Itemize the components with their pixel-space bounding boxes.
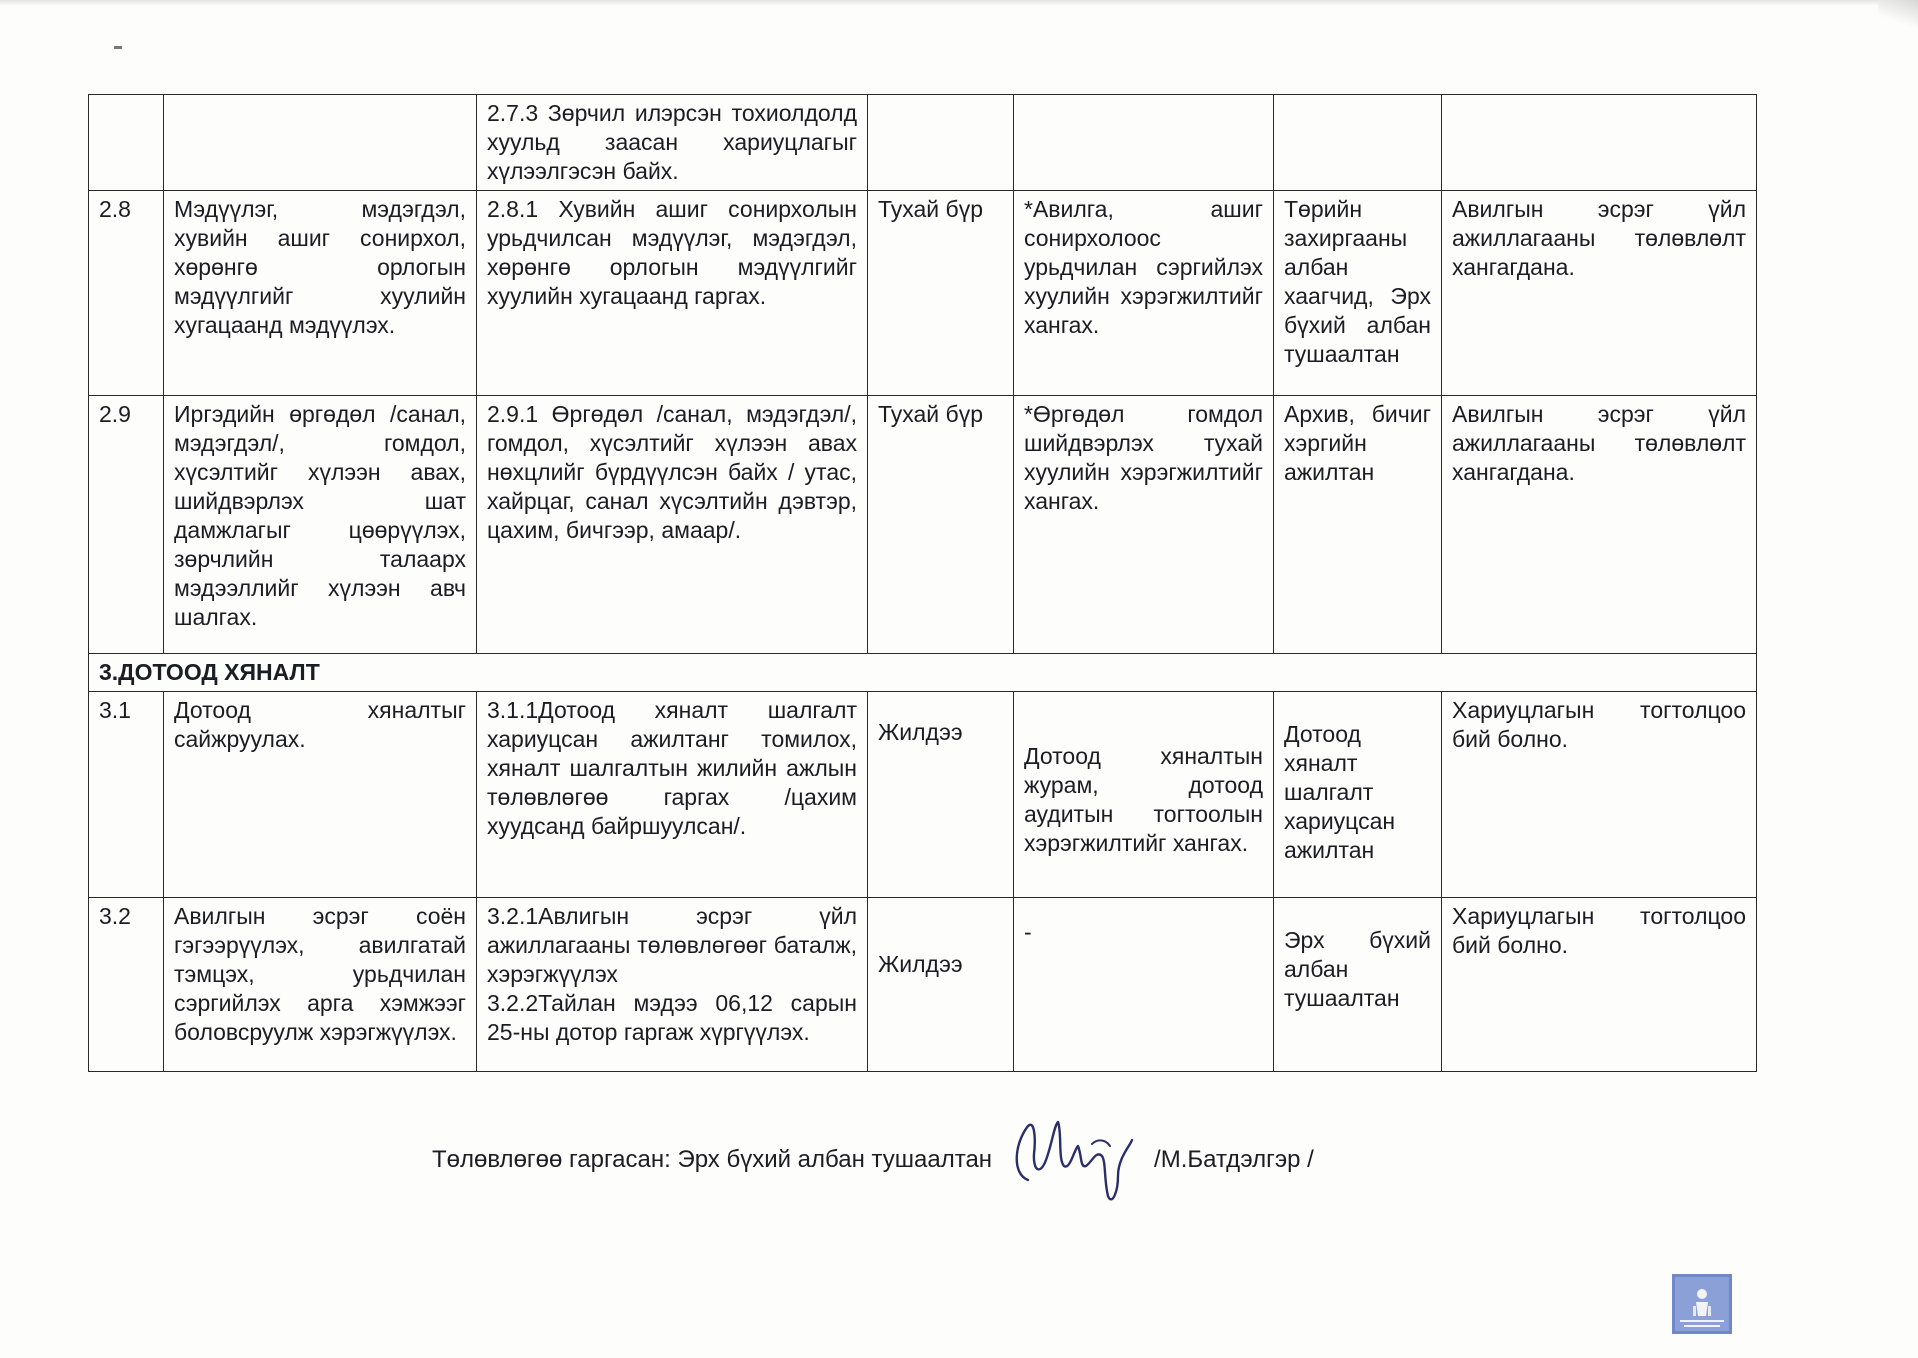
cell-result: Хариуцлагын тогтолцоо бий болно. [1442,898,1757,1072]
cell-time: Тухай бүр [868,191,1014,396]
signature-line [432,1110,1314,1210]
cell-responsible: Эрх бүхий албан тушаалтан [1274,898,1442,1072]
cell-action: 2.8.1 Хувийн ашиг сонирхолын урьдчилсан мэдүүлэг, мэдэгдэл, хөрөнгө орлогын мэдүүлгийг хуулийн хугацаанд гаргах. [477,191,868,396]
cell-basis: *Өргөдөл гомдол шийдвэрлэх тухай хуулийн хэрэгжилтийг хангах. [1014,396,1274,654]
table-row [89,898,1757,1072]
table-row [89,191,1757,396]
cell-basis: *Авилга, ашиг сонирхолоос урьдчилан сэргийлэх хуулийн хэрэгжилтийг хангах. [1014,191,1274,396]
scan-shadow [1878,0,1918,28]
cell-responsible [1274,95,1442,191]
cell-result: Авилгын эсрэг үйл ажиллагааны төлөвлөлт хангагдана. [1442,191,1757,396]
signer-name: /М.Батдэлгэр / [1154,1146,1314,1173]
action-item: 3.2.2Тайлан мэдээ 06,12 сарын 25-ны дотор гаргаж хүргүүлэх. [487,990,857,1045]
cell-time: Тухай бүр [868,396,1014,654]
cell-basis: - [1014,898,1274,1072]
cell-action [477,898,868,1072]
cell-action: 3.1.1Дотоод хяналт шалгалт хариуцсан ажилтанг томилох, хяналт шалгалтын жилийн ажлын төлөвлөгөө гаргах /цахим хуудсанд байршуулсан/. [477,692,868,898]
scan-mark [114,46,122,49]
cell-no: 3.2 [89,898,164,1072]
scan-edge [0,0,1918,6]
cell-responsible: Төрийн захиргааны албан хаагчид, Эрх бүхий албан тушаалтан [1274,191,1442,396]
cell-result [1442,95,1757,191]
cell-time: Жилдээ [868,898,1014,1072]
cell-no: 2.8 [89,191,164,396]
cell-result: Хариуцлагын тогтолцоо бий болно. [1442,692,1757,898]
plan-table [88,94,1757,1072]
cell-no: 2.9 [89,396,164,654]
table-row [89,95,1757,191]
cell-responsible: Архив, бичиг хэргийн ажилтан [1274,396,1442,654]
cell-time [868,95,1014,191]
cell-responsible: Дотоод хяналт шалгалт хариуцсан ажилтан [1274,692,1442,898]
signature-image [1006,1110,1146,1210]
cell-task: Авилгын эсрэг соён гэгээрүүлэх, авилгатай тэмцэх, урьдчилан сэргийлэх арга хэмжээг боловсруулж хэрэгжүүлэх. [164,898,477,1072]
cell-no [89,95,164,191]
cell-action: 2.9.1 Өргөдөл /санал, мэдэгдэл/, гомдол, хүсэлтийг хүлээн авах нөхцлийг бүрдүүлсэн байх / утас, хайрцаг, санал хүсэлтийн дэвтэр, цахим, бичгээр, амаар/. [477,396,868,654]
cell-no: 3.1 [89,692,164,898]
cell-basis [1014,95,1274,191]
cell-task: Мэдүүлэг, мэдэгдэл, хувийн ашиг сонирхол, хөрөнгө орлогын мэдүүлгийг хуулийн хугацаанд мэдүүлэх. [164,191,477,396]
section-row [89,654,1757,692]
government-seal-icon [1672,1274,1732,1334]
prepared-by-label: Төлөвлөгөө гаргасан: Эрх бүхий албан тушаалтан [432,1146,993,1173]
cell-task: Дотоод хяналтыг сайжруулах. [164,692,477,898]
section-title: 3.ДОТООД ХЯНАЛТ [89,654,1757,692]
cell-result: Авилгын эсрэг үйл ажиллагааны төлөвлөлт хангагдана. [1442,396,1757,654]
table-row [89,692,1757,898]
cell-task: Иргэдийн өргөдөл /санал, мэдэгдэл/, гомдол, хүсэлтийг хүлээн авах, шийдвэрлэх шат дамжлагыг цөөрүүлэх, зөрчлийн талаарх мэдээллийг хүлээн авч шалгах. [164,396,477,654]
cell-action: 2.7.3 Зөрчил илэрсэн тохиолдолд хуульд заасан хариуцлагыг хүлээлгэсэн байх. [477,95,868,191]
table-row [89,396,1757,654]
action-item: 3.2.1Авлигын эсрэг үйл ажиллагааны төлөвлөгөөг баталж, хэрэгжүүлэх [487,903,857,987]
cell-basis: Дотоод хяналтын журам, дотоод аудитын тогтоолын хэрэгжилтийг хангах. [1014,692,1274,898]
cell-time: Жилдээ [868,692,1014,898]
cell-task [164,95,477,191]
